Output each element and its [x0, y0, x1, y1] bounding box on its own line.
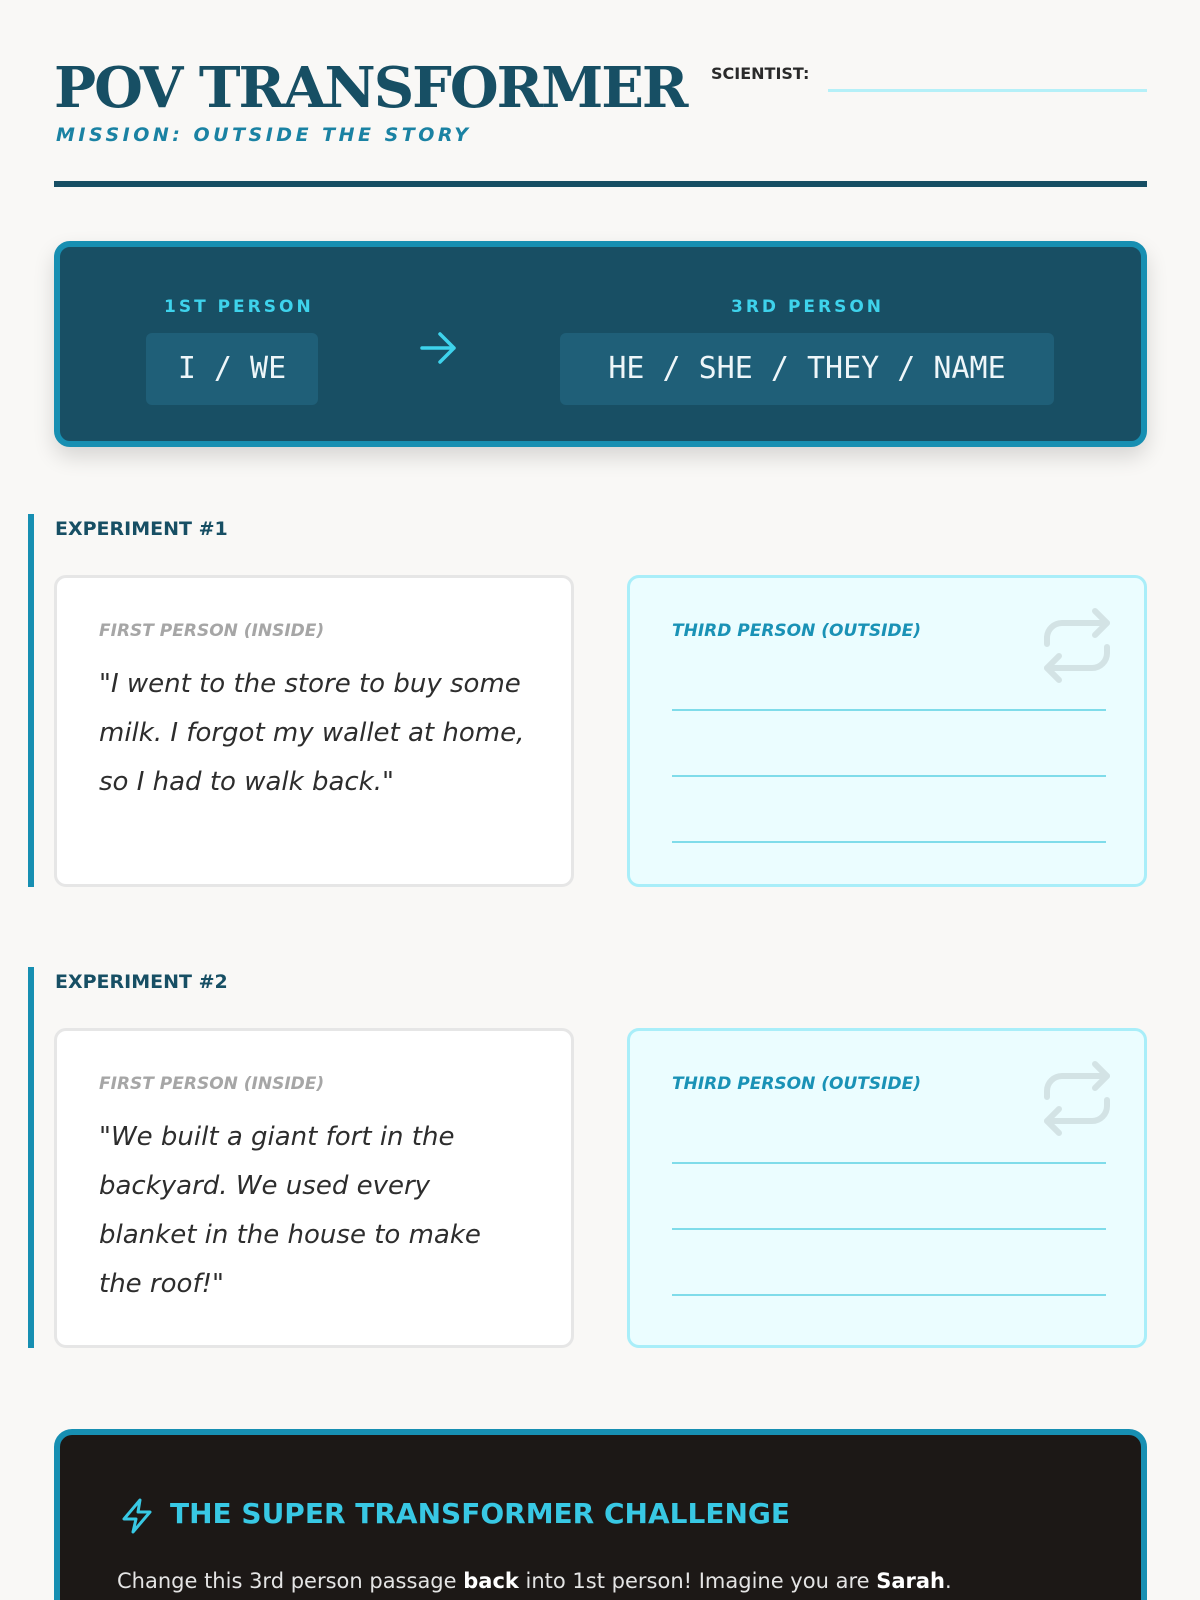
scientist-label: SCIENTIST:: [711, 64, 810, 83]
experiment-1-third-person-card: [627, 575, 1147, 887]
third-person-card-label: THIRD PERSON (OUTSIDE): [672, 1074, 921, 1094]
challenge-text: Change this 3rd person passage: [117, 1569, 464, 1593]
first-person-quote: "We built a giant fort in the backyard. We used every blanket in the house to make the roof!": [99, 1122, 481, 1299]
challenge-title: THE SUPER TRANSFORMER CHALLENGE: [170, 1497, 790, 1530]
challenge-character-name: Sarah: [876, 1569, 945, 1593]
first-person-card-label: FIRST PERSON (INSIDE): [99, 1074, 325, 1094]
page-title: POV TRANSFORMER: [54, 55, 687, 121]
experiment-1-first-person-card: [54, 575, 574, 887]
experiment-2-accent: [28, 967, 34, 1348]
swap-arrows-icon: [1041, 606, 1113, 684]
first-person-card-label: FIRST PERSON (INSIDE): [99, 621, 325, 641]
challenge-instructions: [117, 1569, 952, 1593]
lightning-bolt-icon: [118, 1497, 156, 1535]
header-divider: [54, 181, 1147, 187]
first-person-pronouns: I / WE: [146, 333, 318, 405]
challenge-emphasis: back: [463, 1569, 519, 1593]
answer-line[interactable]: [672, 709, 1106, 711]
experiment-2-title: EXPERIMENT #2: [55, 971, 228, 993]
third-person-label: 3RD PERSON: [731, 297, 885, 317]
swap-arrows-icon: [1041, 1059, 1113, 1137]
third-person-pronouns: HE / SHE / THEY / NAME: [560, 333, 1054, 405]
scientist-name-field[interactable]: [828, 89, 1147, 92]
arrow-right-icon: [418, 327, 460, 369]
experiment-1-accent: [28, 514, 34, 887]
challenge-text: .: [945, 1569, 952, 1593]
answer-line[interactable]: [672, 1228, 1106, 1230]
challenge-text: into 1st person! Imagine you are: [518, 1569, 877, 1593]
answer-line[interactable]: [672, 775, 1106, 777]
challenge-panel: [54, 1429, 1147, 1600]
first-person-label: 1ST PERSON: [164, 297, 314, 317]
answer-line[interactable]: [672, 1294, 1106, 1296]
experiment-1-title: EXPERIMENT #1: [55, 518, 228, 540]
answer-line[interactable]: [672, 841, 1106, 843]
answer-line[interactable]: [672, 1162, 1106, 1164]
third-person-card-label: THIRD PERSON (OUTSIDE): [672, 621, 921, 641]
experiment-2-third-person-card: [627, 1028, 1147, 1348]
page-subtitle: MISSION: OUTSIDE THE STORY: [56, 124, 472, 146]
first-person-quote: "I went to the store to buy some milk. I forgot my wallet at home, so I had to walk back.": [99, 669, 525, 797]
pov-banner: [54, 241, 1147, 447]
experiment-2-first-person-card: [54, 1028, 574, 1348]
